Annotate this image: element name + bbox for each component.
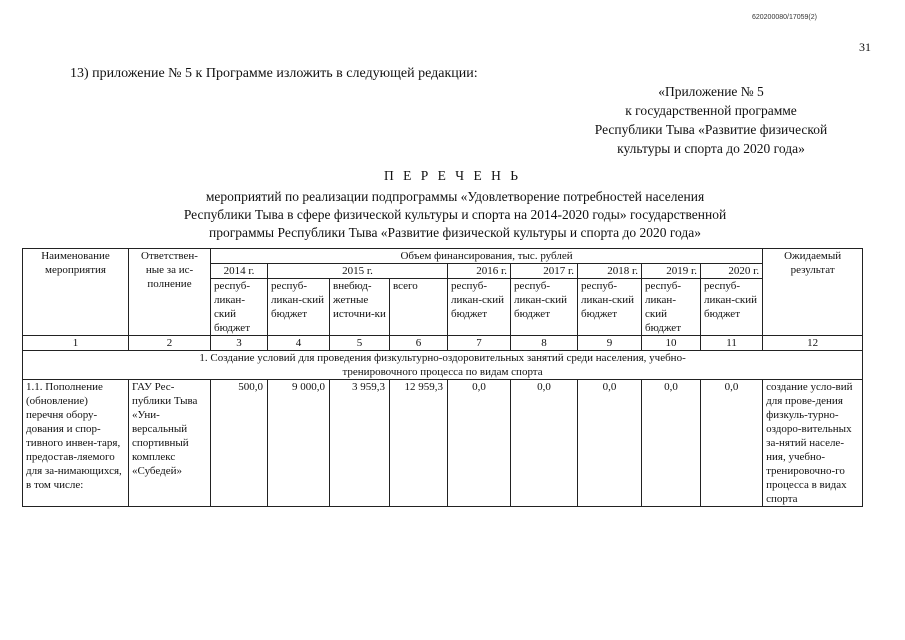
value-2015-offbudget: 3 959,3 [330,380,390,507]
value-2018-budget: 0,0 [578,380,642,507]
col-number: 8 [511,336,578,351]
header-result: Ожидаемый результат [763,249,863,336]
year-2017: 2017 г. [511,264,578,279]
col-number: 3 [211,336,268,351]
col-number: 1 [23,336,129,351]
col-number: 12 [763,336,863,351]
sub-budget: респуб-ликан-ский бюджет [701,279,763,336]
header-responsible: Ответствен-ные за ис-полнение [129,249,211,336]
sub-budget: респуб-ликан-ский бюджет [578,279,642,336]
col-number: 5 [330,336,390,351]
year-2019: 2019 г. [642,264,701,279]
value-2016-budget: 0,0 [448,380,511,507]
subheading-line: программы Республики Тыва «Развитие физической культуры и спорта до 2020 года» [208,225,702,240]
col-number: 6 [390,336,448,351]
subheading-line: мероприятий по реализации подпрограммы «Удовлетворение потребностей населения [205,189,705,204]
activity-name: 1.1. Пополнение (обновление) перечня обору-дования и спор-тивного инвен-таря, предостав-ляемого для за-нимающихся, в том числе: [23,380,129,507]
col-number: 7 [448,336,511,351]
list-subheading [60,188,850,242]
sub-budget: респуб-ликан-ский бюджет [448,279,511,336]
appendix-reference [561,82,861,158]
year-2018: 2018 г. [578,264,642,279]
col-number: 4 [268,336,330,351]
header-row [23,249,863,264]
sub-budget: респуб-ликан-ский бюджет [511,279,578,336]
value-2015-budget: 9 000,0 [268,380,330,507]
activity-responsible: ГАУ Рес-публики Тыва «Уни-версальный спортивный комплекс «Субедей» [129,380,211,507]
list-heading: П Е Р Е Ч Е Н Ь [384,168,521,183]
sub-budget: респуб-ликан-ский бюджет [211,279,268,336]
sub-offbudget: внебюд-жетные источни-ки [330,279,390,336]
activity-result: создание усло-вий для прове-дения физкуль-турно-оздоро-вительных за-нятий населе-ния, учебно-тренировочно-го процесса в видах спорта [763,380,863,507]
value-2017-budget: 0,0 [511,380,578,507]
column-number-row [23,336,863,351]
activities-table [22,248,863,507]
year-2020: 2020 г. [701,264,763,279]
col-number: 2 [129,336,211,351]
col-number: 9 [578,336,642,351]
year-2015: 2015 г. [268,264,448,279]
header-funding: Объем финансирования, тыс. рублей [211,249,763,264]
sub-total: всего [390,279,448,336]
section-title: 1. Создание условий для проведения физкультурно-оздоровительных занятий среди населения, учебно-тренировочного процесса по видам спорта [23,351,863,380]
year-2016: 2016 г. [448,264,511,279]
intro-text: 13) приложение № 5 к Программе изложить в следующей редакции: [70,66,478,81]
value-2020-budget: 0,0 [701,380,763,507]
appendix-line: к государственной программе [625,103,797,118]
sub-budget: респуб-ликан-ский бюджет [642,279,701,336]
page-number: 31 [859,40,871,54]
value-2019-budget: 0,0 [642,380,701,507]
header-name: Наименование мероприятия [23,249,129,336]
appendix-line: «Приложение № 5 [658,84,764,99]
year-2014: 2014 г. [211,264,268,279]
appendix-line: культуры и спорта до 2020 года» [617,141,805,156]
sub-budget: респуб-ликан-ский бюджет [268,279,330,336]
col-number: 10 [642,336,701,351]
subheading-line: Республики Тыва в сфере физической культуры и спорта на 2014-2020 годы» государственной [183,207,727,222]
appendix-line: Республики Тыва «Развитие физической [594,122,828,137]
value-2015-total: 12 959,3 [390,380,448,507]
col-number: 11 [701,336,763,351]
document-id: 620200080/17059(2) [751,14,817,21]
table-row [23,380,863,507]
section-row [23,351,863,380]
value-2014-budget: 500,0 [211,380,268,507]
